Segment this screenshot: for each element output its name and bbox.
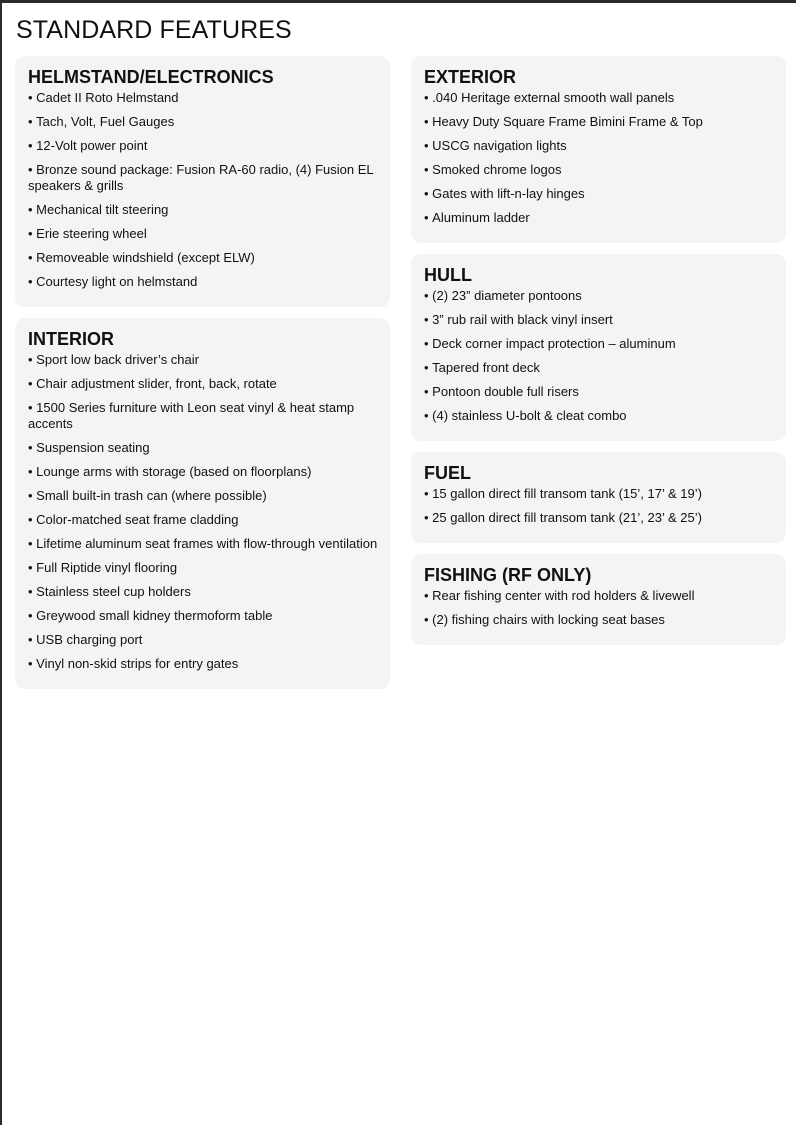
- feature-item: • Lounge arms with storage (based on floorplans): [28, 464, 380, 480]
- section-heading: EXTERIOR: [424, 67, 517, 87]
- feature-item: • Deck corner impact protection – aluminum: [424, 336, 776, 352]
- feature-item: • Mechanical tilt steering: [28, 202, 380, 218]
- feature-item: • Greywood small kidney thermoform table: [28, 608, 380, 624]
- feature-item: • Courtesy light on helmstand: [28, 274, 380, 290]
- feature-item: • USCG navigation lights: [424, 138, 776, 154]
- feature-item: • 1500 Series furniture with Leon seat vinyl & heat stamp accents: [28, 400, 380, 432]
- feature-panel-hull: [411, 254, 786, 441]
- feature-item: • Color-matched seat frame cladding: [28, 512, 380, 528]
- feature-list: [28, 90, 380, 290]
- right-column: [411, 56, 786, 656]
- feature-panel-interior: [15, 318, 390, 689]
- feature-item: • Tach, Volt, Fuel Gauges: [28, 114, 380, 130]
- feature-item: • 25 gallon direct fill transom tank (21’, 23’ & 25’): [424, 510, 776, 526]
- feature-item: • (2) fishing chairs with locking seat bases: [424, 612, 776, 628]
- section-heading: INTERIOR: [28, 329, 115, 349]
- feature-panel-helmstand-electronics: [15, 56, 390, 307]
- feature-item: • Stainless steel cup holders: [28, 584, 380, 600]
- feature-item: • USB charging port: [28, 632, 380, 648]
- feature-item: • Chair adjustment slider, front, back, rotate: [28, 376, 380, 392]
- feature-item: • Aluminum ladder: [424, 210, 776, 226]
- feature-list: [28, 352, 380, 672]
- feature-item: • Smoked chrome logos: [424, 162, 776, 178]
- feature-item: • (2) 23” diameter pontoons: [424, 288, 776, 304]
- section-heading: FISHING (RF ONLY): [424, 565, 592, 585]
- feature-list: [424, 90, 776, 226]
- feature-item: • Full Riptide vinyl flooring: [28, 560, 380, 576]
- section-heading: FUEL: [424, 463, 471, 483]
- feature-list: [424, 288, 776, 424]
- feature-item: • 15 gallon direct fill transom tank (15’, 17’ & 19’): [424, 486, 776, 502]
- feature-panel-exterior: [411, 56, 786, 243]
- feature-item: • Bronze sound package: Fusion RA-60 radio, (4) Fusion EL speakers & grills: [28, 162, 380, 194]
- page-title: STANDARD FEATURES: [16, 16, 292, 44]
- feature-item: • Pontoon double full risers: [424, 384, 776, 400]
- feature-item: • Suspension seating: [28, 440, 380, 456]
- feature-item: • Small built-in trash can (where possible): [28, 488, 380, 504]
- feature-item: • .040 Heritage external smooth wall panels: [424, 90, 776, 106]
- feature-item: • Cadet II Roto Helmstand: [28, 90, 380, 106]
- feature-item: • Removeable windshield (except ELW): [28, 250, 380, 266]
- feature-list: [424, 486, 776, 526]
- feature-item: • 3” rub rail with black vinyl insert: [424, 312, 776, 328]
- feature-item: • Gates with lift-n-lay hinges: [424, 186, 776, 202]
- section-heading: HULL: [424, 265, 472, 285]
- section-heading: HELMSTAND/ELECTRONICS: [28, 67, 274, 87]
- feature-item: • (4) stainless U-bolt & cleat combo: [424, 408, 776, 424]
- feature-item: • Erie steering wheel: [28, 226, 380, 242]
- feature-item: • Lifetime aluminum seat frames with flow-through ventilation: [28, 536, 380, 552]
- feature-item: • 12-Volt power point: [28, 138, 380, 154]
- feature-list: [424, 588, 776, 628]
- feature-panel-fishing-rf-only: [411, 554, 786, 645]
- left-column: [15, 56, 390, 700]
- feature-item: • Rear fishing center with rod holders & livewell: [424, 588, 776, 604]
- feature-item: • Heavy Duty Square Frame Bimini Frame & Top: [424, 114, 776, 130]
- feature-item: • Sport low back driver’s chair: [28, 352, 380, 368]
- feature-item: • Tapered front deck: [424, 360, 776, 376]
- feature-panel-fuel: [411, 452, 786, 543]
- feature-item: • Vinyl non-skid strips for entry gates: [28, 656, 380, 672]
